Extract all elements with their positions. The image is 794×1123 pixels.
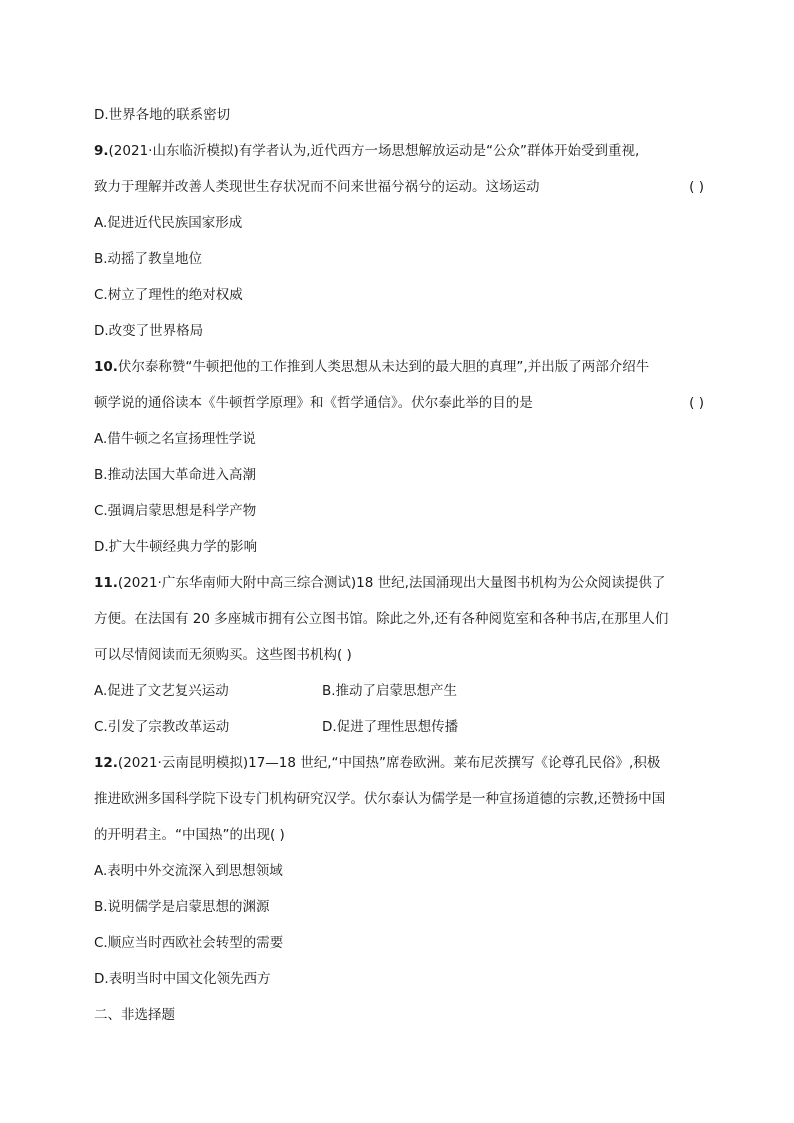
- section-2-heading-text: 二、非选择题: [94, 1007, 175, 1023]
- q12-option-a-text: A.表明中外交流深入到思想领域: [94, 863, 283, 879]
- q12-option-d-text: D.表明当时中国文化领先西方: [94, 971, 271, 987]
- q9-stem-text-2: 致力于理解并改善人类现世生存状况而不问来世福兮祸兮的运动。这场运动: [94, 179, 540, 195]
- q11-option-a-text: A.促进了文艺复兴运动: [94, 683, 229, 699]
- q8-option-d: [94, 106, 704, 124]
- q11-option-d-text: D.促进了理性思想传播: [322, 719, 459, 735]
- q12-stem-line-2: [94, 790, 704, 808]
- q9-stem-line-2: [94, 178, 704, 196]
- q9-option-b-text: B.动摇了教皇地位: [94, 251, 203, 267]
- q12-stem-text-3: 的开明君主。“中国热”的出现( ): [94, 827, 285, 843]
- q12-stem-text-2: 推进欧洲多国科学院下设专门机构研究汉学。伏尔泰认为儒学是一种宣扬道德的宗教,还赞扬中国: [94, 791, 666, 807]
- q10-stem-line-1: [94, 358, 704, 376]
- q10-stem-text-2: 顿学说的通俗读本《牛顿哲学原理》和《哲学通信》。伏尔泰此举的目的是: [94, 395, 533, 411]
- q9-option-c: [94, 286, 704, 304]
- q12-option-b-text: B.说明儒学是启蒙思想的渊源: [94, 899, 270, 915]
- q12-stem-line-1: [94, 754, 704, 772]
- q9-option-d-text: D.改变了世界格局: [94, 323, 204, 339]
- q12-option-c-text: C.顺应当时西欧社会转型的需要: [94, 935, 284, 951]
- q11-options-row-2: [94, 718, 704, 736]
- q11-stem-line-2: [94, 610, 704, 628]
- q10-answer-paren: ( ): [689, 395, 704, 411]
- q11-stem-line-1: [94, 574, 704, 592]
- q10-option-d-text: D.扩大牛顿经典力学的影响: [94, 539, 258, 555]
- q12-option-d: [94, 970, 704, 988]
- q10-option-c: [94, 502, 704, 520]
- q10-option-a-text: A.借牛顿之名宣扬理性学说: [94, 431, 256, 447]
- q12-option-b: [94, 898, 704, 916]
- q9-stem-line-1: [94, 142, 704, 160]
- q9-option-a: [94, 214, 704, 232]
- q12-stem-text-1: (2021·云南昆明模拟)17—18 世纪,“中国热”席卷欧洲。莱布尼茨撰写《论尊孔民俗》,积极: [117, 755, 661, 771]
- q11-stem-text-3: 可以尽情阅读而无须购买。这些图书机构( ): [94, 647, 352, 663]
- q12-number: 12.: [94, 755, 118, 771]
- q10-stem-text-1: 伏尔泰称赞“牛顿把他的工作推到人类思想从未达到的最大胆的真理”,并出版了两部介绍牛: [117, 359, 650, 375]
- q10-number: 10.: [94, 359, 118, 375]
- q10-option-b-text: B.推动法国大革命进入高潮: [94, 467, 257, 483]
- q11-number: 11.: [94, 575, 118, 591]
- q9-option-c-text: C.树立了理性的绝对权威: [94, 287, 243, 303]
- q9-answer-paren: ( ): [689, 179, 704, 195]
- q11-option-c-text: C.引发了宗教改革运动: [94, 719, 230, 735]
- q12-stem-line-3: [94, 826, 704, 844]
- q11-stem-text-2: 方便。在法国有 20 多座城市拥有公立图书馆。除此之外,还有各种阅览室和各种书店,在那里人们: [94, 611, 669, 627]
- q11-option-b-text: B.推动了启蒙思想产生: [322, 683, 458, 699]
- q8-option-d-text: D.世界各地的联系密切: [94, 107, 231, 123]
- q9-option-a-text: A.促进近代民族国家形成: [94, 215, 243, 231]
- section-2-heading: [94, 1006, 704, 1024]
- q9-option-d: [94, 322, 704, 340]
- q11-stem-text-1: (2021·广东华南师大附中高三综合测试)18 世纪,法国涌现出大量图书机构为公众阅读提供了: [117, 575, 666, 591]
- q10-option-a: [94, 430, 704, 448]
- q10-option-b: [94, 466, 704, 484]
- q12-option-a: [94, 862, 704, 880]
- q10-stem-line-2: [94, 394, 704, 412]
- q10-option-d: [94, 538, 704, 556]
- q10-option-c-text: C.强调启蒙思想是科学产物: [94, 503, 257, 519]
- q9-number: 9.: [94, 143, 109, 159]
- q11-stem-line-3: [94, 646, 704, 664]
- q9-option-b: [94, 250, 704, 268]
- q9-stem-text-1: (2021·山东临沂模拟)有学者认为,近代西方一场思想解放运动是“公众”群体开始受到重视,: [108, 143, 640, 159]
- q11-options-row-1: [94, 682, 704, 700]
- q12-option-c: [94, 934, 704, 952]
